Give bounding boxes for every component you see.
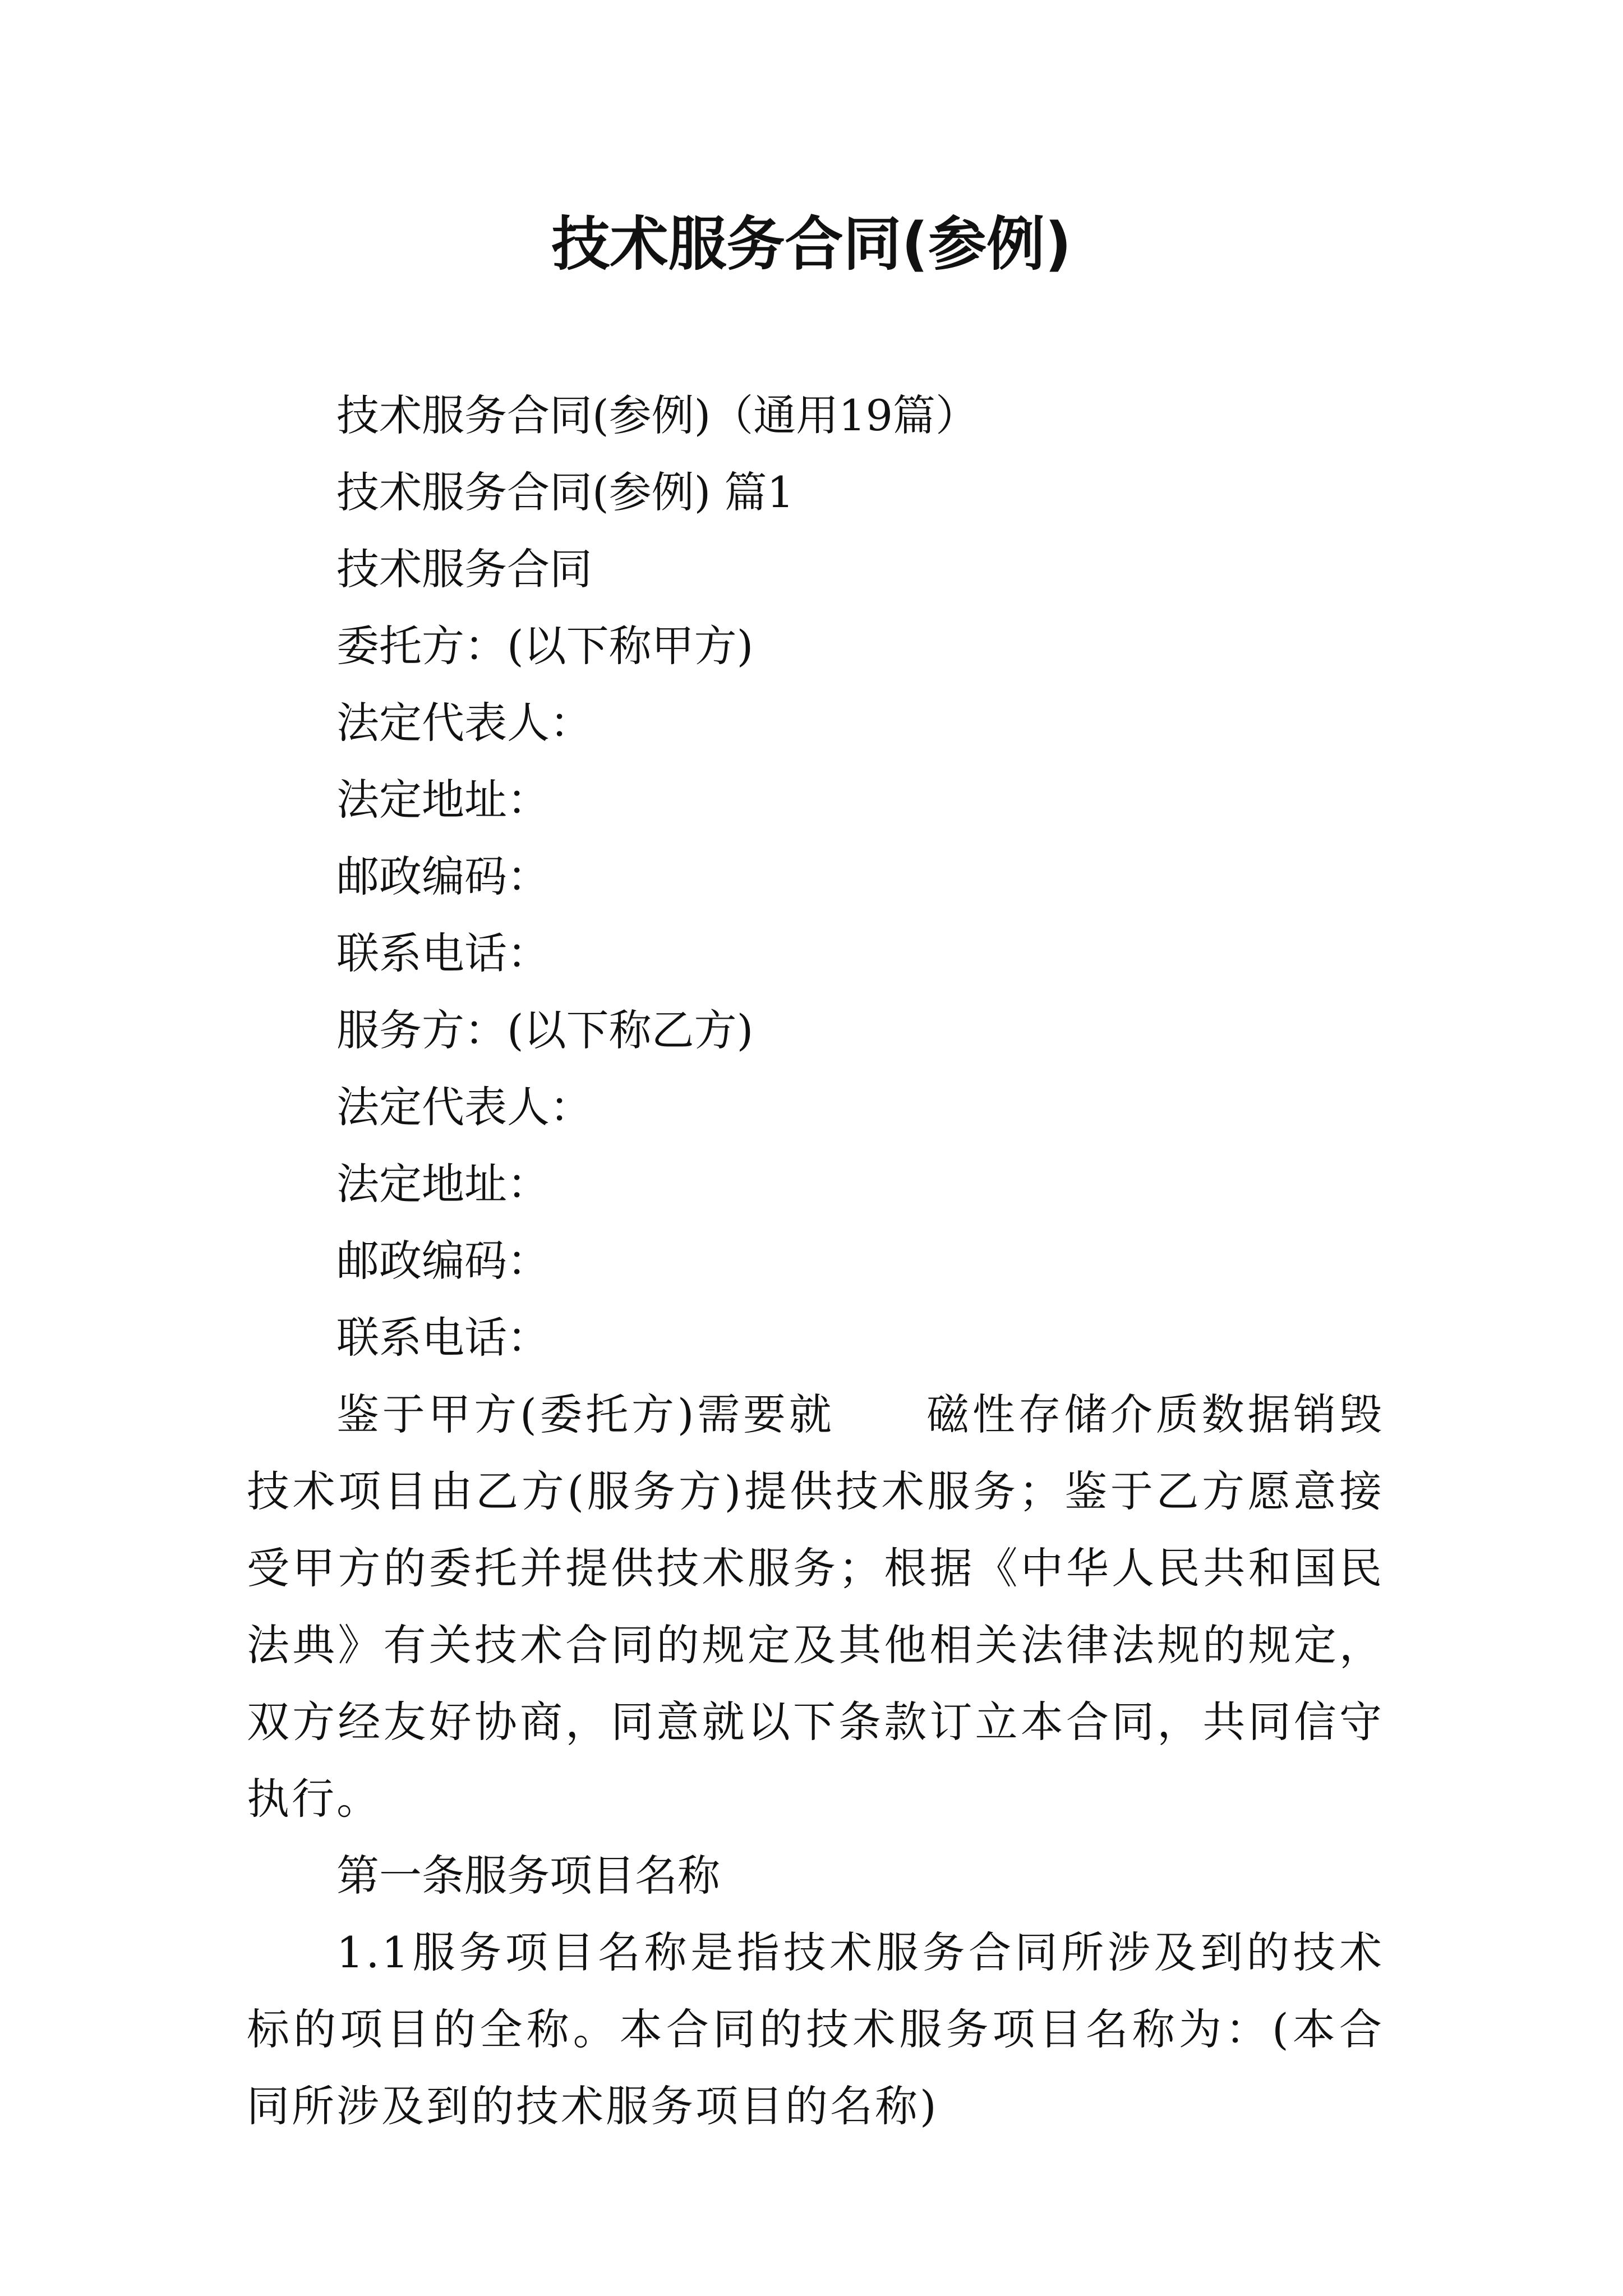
section-heading: 第一条服务项目名称 — [336, 1851, 720, 1901]
provider-party-label: 服务方：(以下称乙方) — [336, 1005, 754, 1055]
clause-paragraph: 1.1服务项目名称是指技术服务合同所涉及到的技术标的项目的全称。本合同的技术服务项目名称为：(本合同所涉及到的技术服务项目的名称) — [247, 1927, 1384, 2131]
document-body — [247, 377, 1384, 2145]
preamble-paragraph: 鉴于甲方(委托方)需要就 磁性存储介质数据销毁技术项目由乙方(服务方)提供技术服务；鉴于乙方愿意接受甲方的委托并提供技术服务；根据《中华人民共和国民法典》有关技术合同的规定及其他相关法律法规的规定，双方经友好协商，同意就以下条款订立本合同，共同信守执行。 — [247, 1389, 1384, 1824]
document-title: 技术服务合同(参例) — [551, 210, 1072, 278]
client-address-field: 法定地址： — [336, 775, 550, 825]
provider-legal-rep-field: 法定代表人： — [336, 1082, 592, 1132]
provider-phone-field: 联系电话： — [336, 1313, 550, 1363]
document-subtitle: 技术服务合同(参例)（通用19篇） — [336, 390, 979, 440]
contract-heading: 技术服务合同 — [336, 544, 592, 594]
provider-postcode-field: 邮政编码： — [336, 1236, 550, 1286]
client-postcode-field: 邮政编码： — [336, 852, 550, 901]
client-legal-rep-field: 法定代表人： — [336, 698, 592, 748]
client-party-label: 委托方：(以下称甲方) — [336, 621, 754, 671]
client-phone-field: 联系电话： — [336, 928, 550, 978]
article-heading: 技术服务合同(参例) 篇1 — [336, 467, 794, 517]
provider-address-field: 法定地址： — [336, 1159, 550, 1209]
